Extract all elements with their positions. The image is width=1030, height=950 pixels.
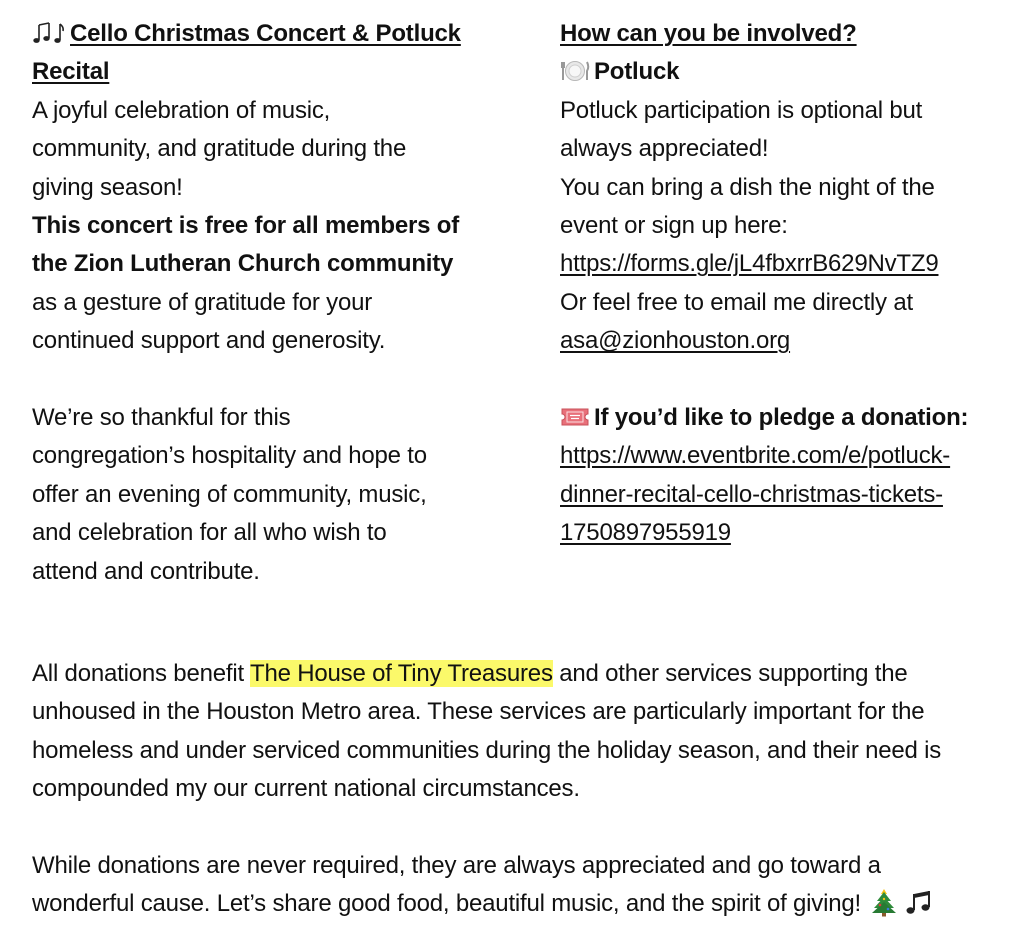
event-title <box>32 15 502 53</box>
paragraph-spacer <box>32 361 502 399</box>
potluck-label: Potluck <box>594 58 680 86</box>
potluck-heading <box>560 53 1010 91</box>
potluck-text-3: You can bring a dish the night of the <box>560 173 935 201</box>
left-column <box>32 15 502 591</box>
closing-line-2-text: wonderful cause. Let’s share good food, beautiful music, and the spirit of giving! <box>32 890 862 918</box>
gratitude-line-2: continued support and generosity. <box>32 327 386 355</box>
event-title-line2: Recital <box>32 58 110 86</box>
donations-line-1-rest: and other services supporting the <box>552 660 908 687</box>
eventbrite-link-line-1[interactable]: https://www.eventbrite.com/e/potluck- <box>560 442 951 470</box>
gratitude-line-1: as a gesture of gratitude for your <box>32 288 373 316</box>
potluck-signup-link[interactable]: https://forms.gle/jL4fbxrrB629NvTZ9 <box>560 250 939 278</box>
thanks-line-3: offer an evening of community, music, <box>32 480 427 508</box>
eventbrite-link-line-3[interactable]: 1750897955919 <box>560 519 731 547</box>
thanks-line-2: congregation’s hospitality and hope to <box>32 442 427 470</box>
free-concert-line-2: the Zion Lutheran Church community <box>32 250 454 278</box>
event-title-text: Cello Christmas Concert & Potluck <box>70 20 461 47</box>
donation-label: If you’d like to pledge a donation: <box>594 404 969 432</box>
paragraph-spacer <box>32 809 1007 847</box>
christmas-tree-icon <box>871 887 897 917</box>
potluck-text-4: event or sign up here: <box>560 212 788 240</box>
plate-icon <box>560 59 590 83</box>
email-intro: Or feel free to email me directly at <box>560 288 913 316</box>
donation-info <box>32 655 1007 924</box>
intro-line-3: giving season! <box>32 173 183 201</box>
right-column <box>560 15 1010 553</box>
admit-one-ticket-icon <box>560 405 590 429</box>
donations-line-4: compounded my our current national circumstances. <box>32 775 580 803</box>
thanks-line-4: and celebration for all who wish to <box>32 519 387 547</box>
eventbrite-link-line-2[interactable]: dinner-recital-cello-christmas-tickets- <box>560 480 943 508</box>
donations-line-1 <box>32 655 1007 693</box>
musical-notes-icon <box>32 21 66 45</box>
musical-note-icon <box>905 888 933 916</box>
donation-heading <box>560 399 1010 437</box>
paragraph-spacer <box>560 361 1010 399</box>
email-link[interactable]: asa@zionhouston.org <box>560 327 791 355</box>
donations-intro: All donations benefit <box>32 660 250 687</box>
potluck-text-1: Potluck participation is optional but <box>560 96 923 124</box>
closing-line-2 <box>32 885 1007 923</box>
thanks-line-5: attend and contribute. <box>32 557 260 585</box>
donations-line-3: homeless and under serviced communities during the holiday season, and their need is <box>32 736 942 764</box>
closing-line-1: While donations are never required, they are always appreciated and go toward a <box>32 852 881 880</box>
thanks-line-1: We’re so thankful for this <box>32 404 291 432</box>
involvement-heading: How can you be involved? <box>560 20 857 47</box>
donations-line-2: unhoused in the Houston Metro area. These services are particularly important for the <box>32 698 925 726</box>
intro-line-2: community, and gratitude during the <box>32 135 407 163</box>
highlighted-beneficiary: The House of Tiny Treasures <box>250 660 553 687</box>
intro-line-1: A joyful celebration of music, <box>32 96 331 124</box>
potluck-text-2: always appreciated! <box>560 135 769 163</box>
free-concert-line-1: This concert is free for all members of <box>32 212 460 240</box>
